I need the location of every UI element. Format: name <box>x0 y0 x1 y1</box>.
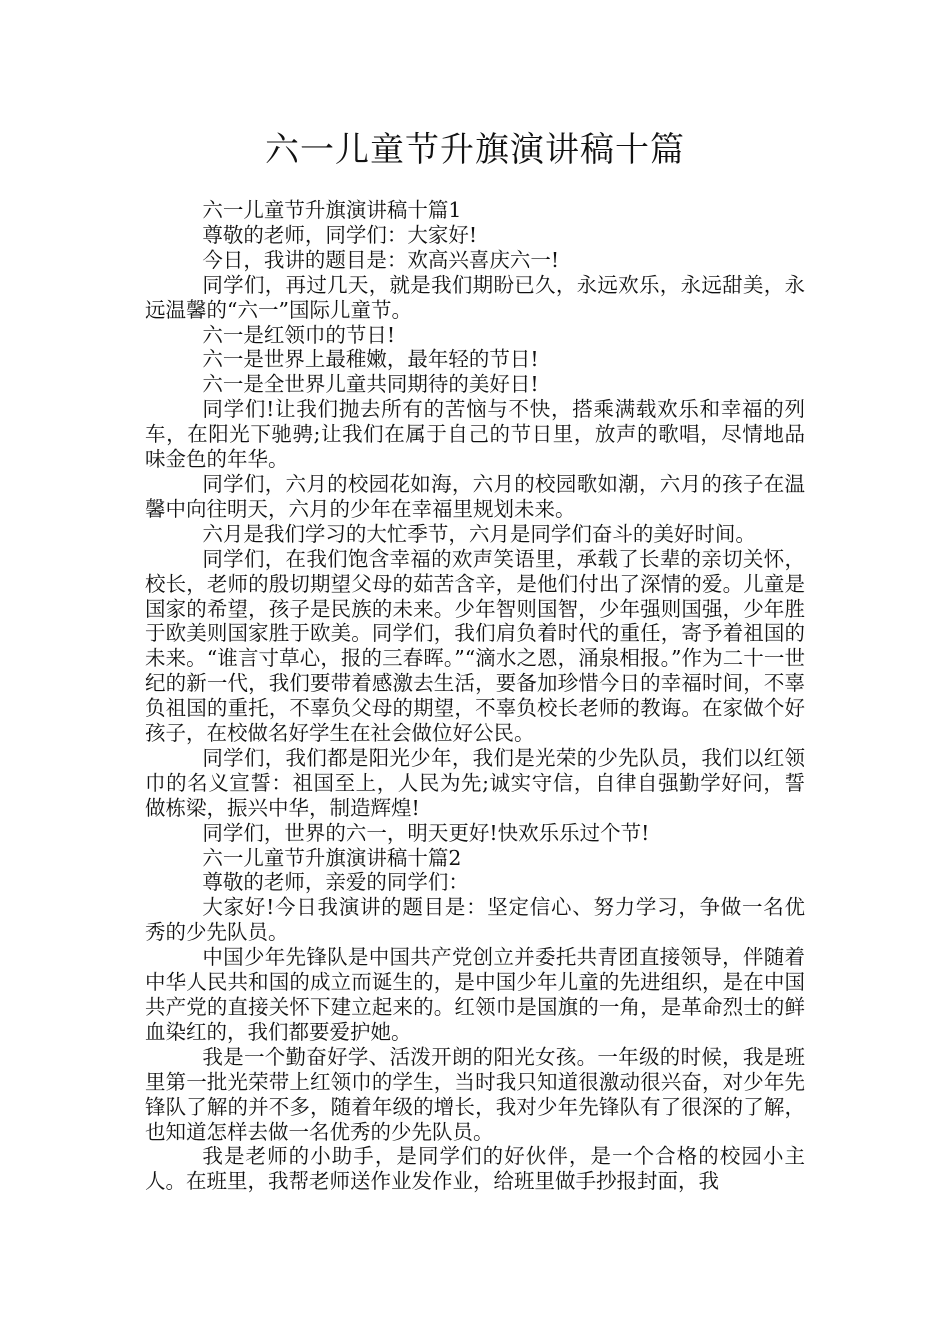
paragraph: 同学们，六月的校园花如海，六月的校园歌如潮，六月的孩子在温馨中向往明天，六月的少年在幸福里规划未来。 <box>145 471 805 521</box>
paragraph: 同学们!让我们抛去所有的苦恼与不快，搭乘满载欢乐和幸福的列车，在阳光下驰骋;让我们在属于自己的节日里，放声的歌唱，尽情地品味金色的年华。 <box>145 397 805 472</box>
paragraph: 同学们，我们都是阳光少年，我们是光荣的少先队员，我们以红领巾的名义宣誓：祖国至上，人民为先;诚实守信，自律自强勤学好问，誓做栋梁，振兴中华，制造辉煌! <box>145 745 805 820</box>
paragraph: 我是老师的小助手，是同学们的好伙伴，是一个合格的校园小主人。在班里，我帮老师送作业发作业，给班里做手抄报封面，我 <box>145 1144 805 1194</box>
paragraph: 中国少年先锋队是中国共产党创立并委托共青团直接领导，伴随着中华人民共和国的成立而诞生的，是中国少年儿童的先进组织，是在中国共产党的直接关怀下建立起来的。红领巾是国旗的一角，是革命烈士的鲜血染红的，我们都要爱护她。 <box>145 945 805 1044</box>
paragraph: 六一是红领巾的节日! <box>202 322 396 347</box>
paragraph: 今日，我讲的题目是：欢高兴喜庆六一! <box>202 247 560 272</box>
paragraph: 六一是全世界儿童共同期待的美好日! <box>202 372 539 397</box>
paragraph: 大家好!今日我演讲的题目是：坚定信心、努力学习，争做一名优秀的少先队员。 <box>145 895 805 945</box>
paragraph: 尊敬的老师，同学们：大家好! <box>202 222 478 247</box>
document-body <box>145 198 805 1194</box>
paragraph: 六月是我们学习的大忙季节，六月是同学们奋斗的美好时间。 <box>202 521 756 546</box>
paragraph: 六一是世界上最稚嫩，最年轻的节日! <box>202 347 539 372</box>
paragraph: 尊敬的老师，亲爱的同学们： <box>202 870 469 895</box>
paragraph: 六一儿童节升旗演讲稿十篇2 <box>202 845 462 870</box>
paragraph: 我是一个勤奋好学、活泼开朗的阳光女孩。一年级的时候，我是班里第一批光荣带上红领巾的学生，当时我只知道很激动很兴奋，对少年先锋队了解的并不多，随着年级的增长，我对少年先锋队有了很深的了解，也知道怎样去做一名优秀的少先队员。 <box>145 1044 805 1144</box>
paragraph: 同学们，世界的六一，明天更好!快欢乐乐过个节! <box>202 820 650 845</box>
paragraph: 同学们，再过几天，就是我们期盼已久，永远欢乐，永远甜美，永远温馨的“六一”国际儿童节。 <box>145 272 805 322</box>
document-title: 六一儿童节升旗演讲稿十篇 <box>265 130 685 170</box>
paragraph: 同学们，在我们饱含幸福的欢声笑语里，承载了长辈的亲切关怀，校长，老师的殷切期望父母的茹苦含辛，是他们付出了深情的爱。儿童是国家的希望，孩子是民族的未来。少年智则国智，少年强则国强，少年胜于欧美则国家胜于欧美。同学们，我们肩负着时代的重任，寄予着祖国的未来。“谁言寸草心，报的三春晖。”“滴水之恩，涌泉相报。”作为二十一世纪的新一代，我们要带着感激去生活，要备加珍惜今日的幸福时间，不辜负祖国的重托，不辜负父母的期望，不辜负校长老师的教诲。在家做个好孩子，在校做名好学生在社会做位好公民。 <box>145 546 805 746</box>
paragraph: 六一儿童节升旗演讲稿十篇1 <box>202 198 462 222</box>
